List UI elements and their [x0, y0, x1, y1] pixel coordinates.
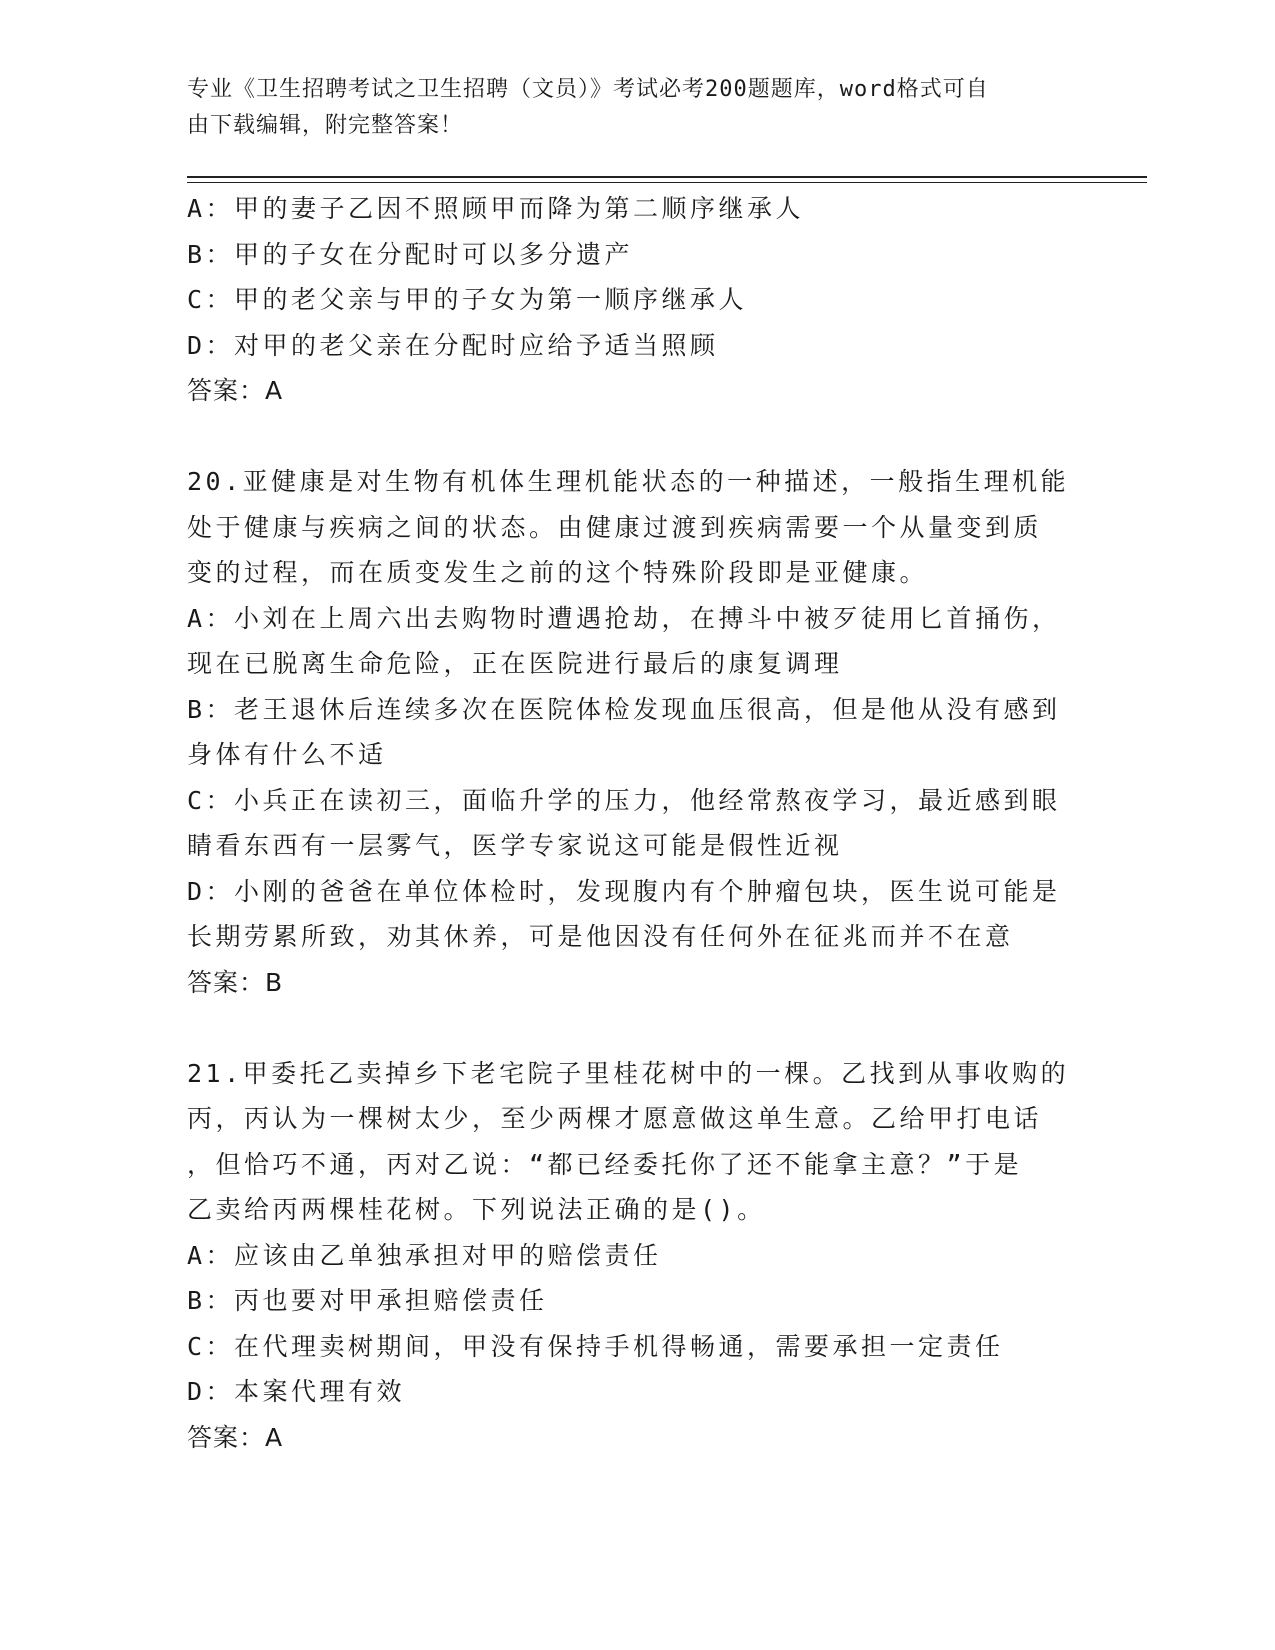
q21-option-d: D：本案代理有效: [187, 1377, 406, 1406]
q20-option-c-cont: 睛看东西有一层雾气，医学专家说这可能是假性近视: [187, 831, 843, 860]
spacer: [187, 414, 1087, 460]
header-line-1: 专业《卫生招聘考试之卫生招聘（文员）》考试必考200题题库，word格式可自: [187, 77, 989, 102]
q21-option-c: C：在代理卖树期间，甲没有保持手机得畅通，需要承担一定责任: [187, 1331, 1004, 1361]
q20-option-a-cont: 现在已脱离生命危险，正在医院进行最后的康复调理: [187, 649, 843, 678]
q20-stem-line: 变的过程，而在质变发生之前的这个特殊阶段即是亚健康。: [187, 558, 929, 587]
q21-stem-line: 乙卖给丙两棵桂花树。下列说法正确的是()。: [187, 1195, 766, 1224]
q20-option-a: A：小刘在上周六出去购物时遭遇抢劫，在搏斗中被歹徒用匕首捅伤，: [187, 603, 1061, 633]
q21-stem-line: ，但恰巧不通，丙对乙说：“都已经委托你了还不能拿主意？”于是: [187, 1149, 1023, 1179]
header-line-2: 由下载编辑，附完整答案！: [187, 113, 464, 138]
page-header: [187, 72, 1067, 144]
q20-stem-line: 20.亚健康是对生物有机体生理机能状态的一种描述，一般指生理机能: [187, 467, 1070, 496]
q21-answer: 答案：A: [187, 1422, 284, 1452]
q20-option-d-cont: 长期劳累所致，劝其休养，可是他因没有任何外在征兆而并不在意: [187, 922, 1014, 951]
q21-option-a: A：应该由乙单独承担对甲的赔偿责任: [187, 1240, 662, 1270]
q20-stem-line: 处于健康与疾病之间的状态。由健康过渡到疾病需要一个从量变到质: [187, 512, 1043, 542]
q19-option-b: B：甲的子女在分配时可以多分遗产: [187, 239, 634, 269]
header-divider: [187, 176, 1147, 183]
spacer: [187, 1005, 1087, 1051]
q20-option-b: B：老王退休后连续多次在医院体检发现血压很高，但是他从没有感到: [187, 694, 1061, 724]
document-body: [187, 186, 1087, 1460]
q20-option-b-cont: 身体有什么不适: [187, 740, 387, 769]
q21-option-b: B：丙也要对甲承担赔偿责任: [187, 1286, 548, 1315]
q21-stem-line: 丙，丙认为一棵树太少，至少两棵才愿意做这单生意。乙给甲打电话: [187, 1104, 1043, 1133]
q19-answer: 答案：A: [187, 376, 284, 405]
question-19: [187, 186, 1087, 414]
question-20: [187, 459, 1087, 1005]
q21-stem-line: 21.甲委托乙卖掉乡下老宅院子里桂花树中的一棵。乙找到从事收购的: [187, 1058, 1070, 1088]
q19-option-c: C：甲的老父亲与甲的子女为第一顺序继承人: [187, 285, 748, 314]
q19-option-a: A：甲的妻子乙因不照顾甲而降为第二顺序继承人: [187, 194, 805, 223]
q20-answer: 答案：B: [187, 967, 284, 997]
question-21: [187, 1051, 1087, 1461]
q20-option-d: D：小刚的爸爸在单位体检时，发现腹内有个肿瘤包块，医生说可能是: [187, 876, 1061, 906]
q19-option-d: D：对甲的老父亲在分配时应给予适当照顾: [187, 330, 719, 360]
q20-option-c: C：小兵正在读初三，面临升学的压力，他经常熬夜学习，最近感到眼: [187, 785, 1061, 815]
